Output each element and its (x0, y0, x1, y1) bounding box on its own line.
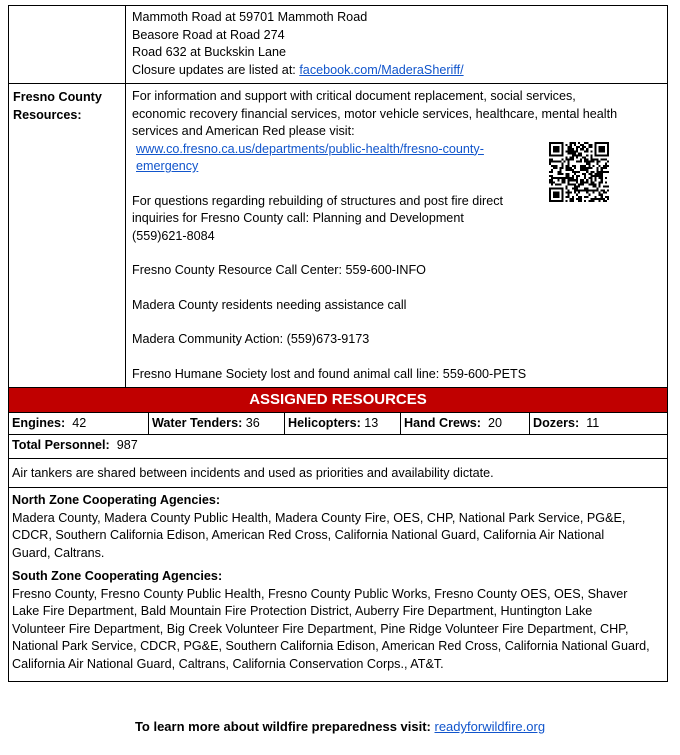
south-zone-line: Lake Fire Department, Bald Mountain Fire Protection District, Auberry Fire Department, Huntington Lake (12, 604, 593, 618)
fresno-resources-label (9, 84, 126, 387)
rebuild-line: (559)621-8084 (132, 228, 215, 243)
community-action-line: Madera Community Action: (559)673-9173 (132, 332, 370, 346)
road-closures-row (8, 5, 668, 84)
water-tenders-cell (149, 413, 285, 434)
closures-cell (126, 6, 667, 83)
total-personnel-row (8, 435, 668, 459)
engines-value: 42 (72, 416, 87, 430)
closures-label-cell (9, 6, 126, 83)
engines-cell (9, 413, 149, 434)
water-tenders-label: Water Tenders: (152, 416, 243, 430)
water-tenders-value: 36 (245, 416, 260, 430)
info-sheet (8, 5, 668, 682)
south-zone-line: Fresno County, Fresno County Public Health, Fresno County Public Works, Fresno County OES, OES, Shaver (12, 586, 628, 601)
north-zone-line: CDCR, Southern California Edison, American Red Cross, California National Guard, California Air National (12, 528, 605, 542)
south-zone-heading: South Zone Cooperating Agencies: (12, 569, 223, 583)
total-personnel-value: 987 (116, 438, 138, 452)
info-line: For information and support with critical document replacement, social services, (132, 89, 576, 103)
fresno-resources-cell (126, 84, 667, 387)
rebuild-line: inquiries for Fresno County call: Planning and Development (132, 211, 464, 225)
footer (0, 718, 680, 736)
north-zone-line: Guard, Caltrans. (12, 545, 105, 560)
madera-residents-line: Madera County residents needing assistance call (132, 297, 407, 312)
north-zone-heading: North Zone Cooperating Agencies: (12, 493, 221, 507)
fresno-resources-row (8, 84, 668, 388)
total-personnel-label: Total Personnel: (12, 438, 110, 452)
resource-counts-row (8, 413, 668, 435)
footer-text: To learn more about wildfire preparedness visit: (134, 719, 435, 734)
engines-label: Engines: (12, 416, 66, 430)
info-line: economic recovery financial services, motor vehicle services, healthcare, mental health (132, 106, 618, 121)
ready-for-wildfire-link[interactable]: readyforwildfire.org (434, 719, 546, 734)
rebuild-line: For questions regarding rebuilding of structures and post fire direct (132, 193, 504, 208)
closure-updates-text: Closure updates are listed at: (132, 62, 300, 77)
call-center-line: Fresno County Resource Call Center: 559-600-INFO (132, 263, 426, 277)
north-zone-line: Madera County, Madera County Public Health, Madera County Fire, OES, CHP, National Park Service, PG&E, (12, 510, 626, 525)
closure-line: Beasore Road at Road 274 (132, 27, 285, 42)
south-zone-line: National Park Service, CDCR, PG&E, Southern California Edison, American Red Cross, California National Guard, (12, 639, 650, 653)
fresno-county-link-cont[interactable]: emergency (136, 159, 199, 173)
hand-crews-label: Hand Crews: (404, 416, 481, 430)
closure-line: Mammoth Road at 59701 Mammoth Road (132, 10, 368, 24)
south-zone-line: Volunteer Fire Department, Big Creek Volunteer Fire Department, Pine Ridge Volunteer Fire Department, CHP, (12, 621, 629, 636)
helicopters-cell (285, 413, 401, 434)
cooperating-agencies (8, 488, 668, 682)
qr-code-icon[interactable] (549, 142, 609, 202)
hand-crews-cell (401, 413, 530, 434)
dozers-cell (530, 413, 667, 434)
south-zone-line: California Air National Guard, Caltrans, California Conservation Corps., AT&T. (12, 656, 444, 671)
dozers-value: 11 (586, 416, 600, 430)
closure-line: Road 632 at Buckskin Lane (132, 45, 287, 59)
closure-updates (132, 62, 661, 80)
helicopters-label: Helicopters: (288, 416, 361, 430)
helicopters-value: 13 (364, 416, 379, 430)
hand-crews-value: 20 (487, 416, 502, 430)
assigned-resources-banner: ASSIGNED RESOURCES (8, 388, 668, 413)
info-line: services and American Red please visit: (132, 124, 355, 138)
fresno-label-line: Resources: (13, 107, 82, 122)
fresno-label-line: Fresno County (13, 90, 102, 104)
humane-society-line: Fresno Humane Society lost and found animal call line: 559-600-PETS (132, 366, 527, 381)
fresno-county-link[interactable]: www.co.fresno.ca.us/departments/public-health/fresno-county- (136, 141, 484, 156)
facebook-link[interactable]: facebook.com/MaderaSheriff/ (299, 62, 464, 77)
dozers-label: Dozers: (533, 416, 580, 430)
air-tanker-note: Air tankers are shared between incidents and used as priorities and availability dictate. (8, 459, 668, 489)
